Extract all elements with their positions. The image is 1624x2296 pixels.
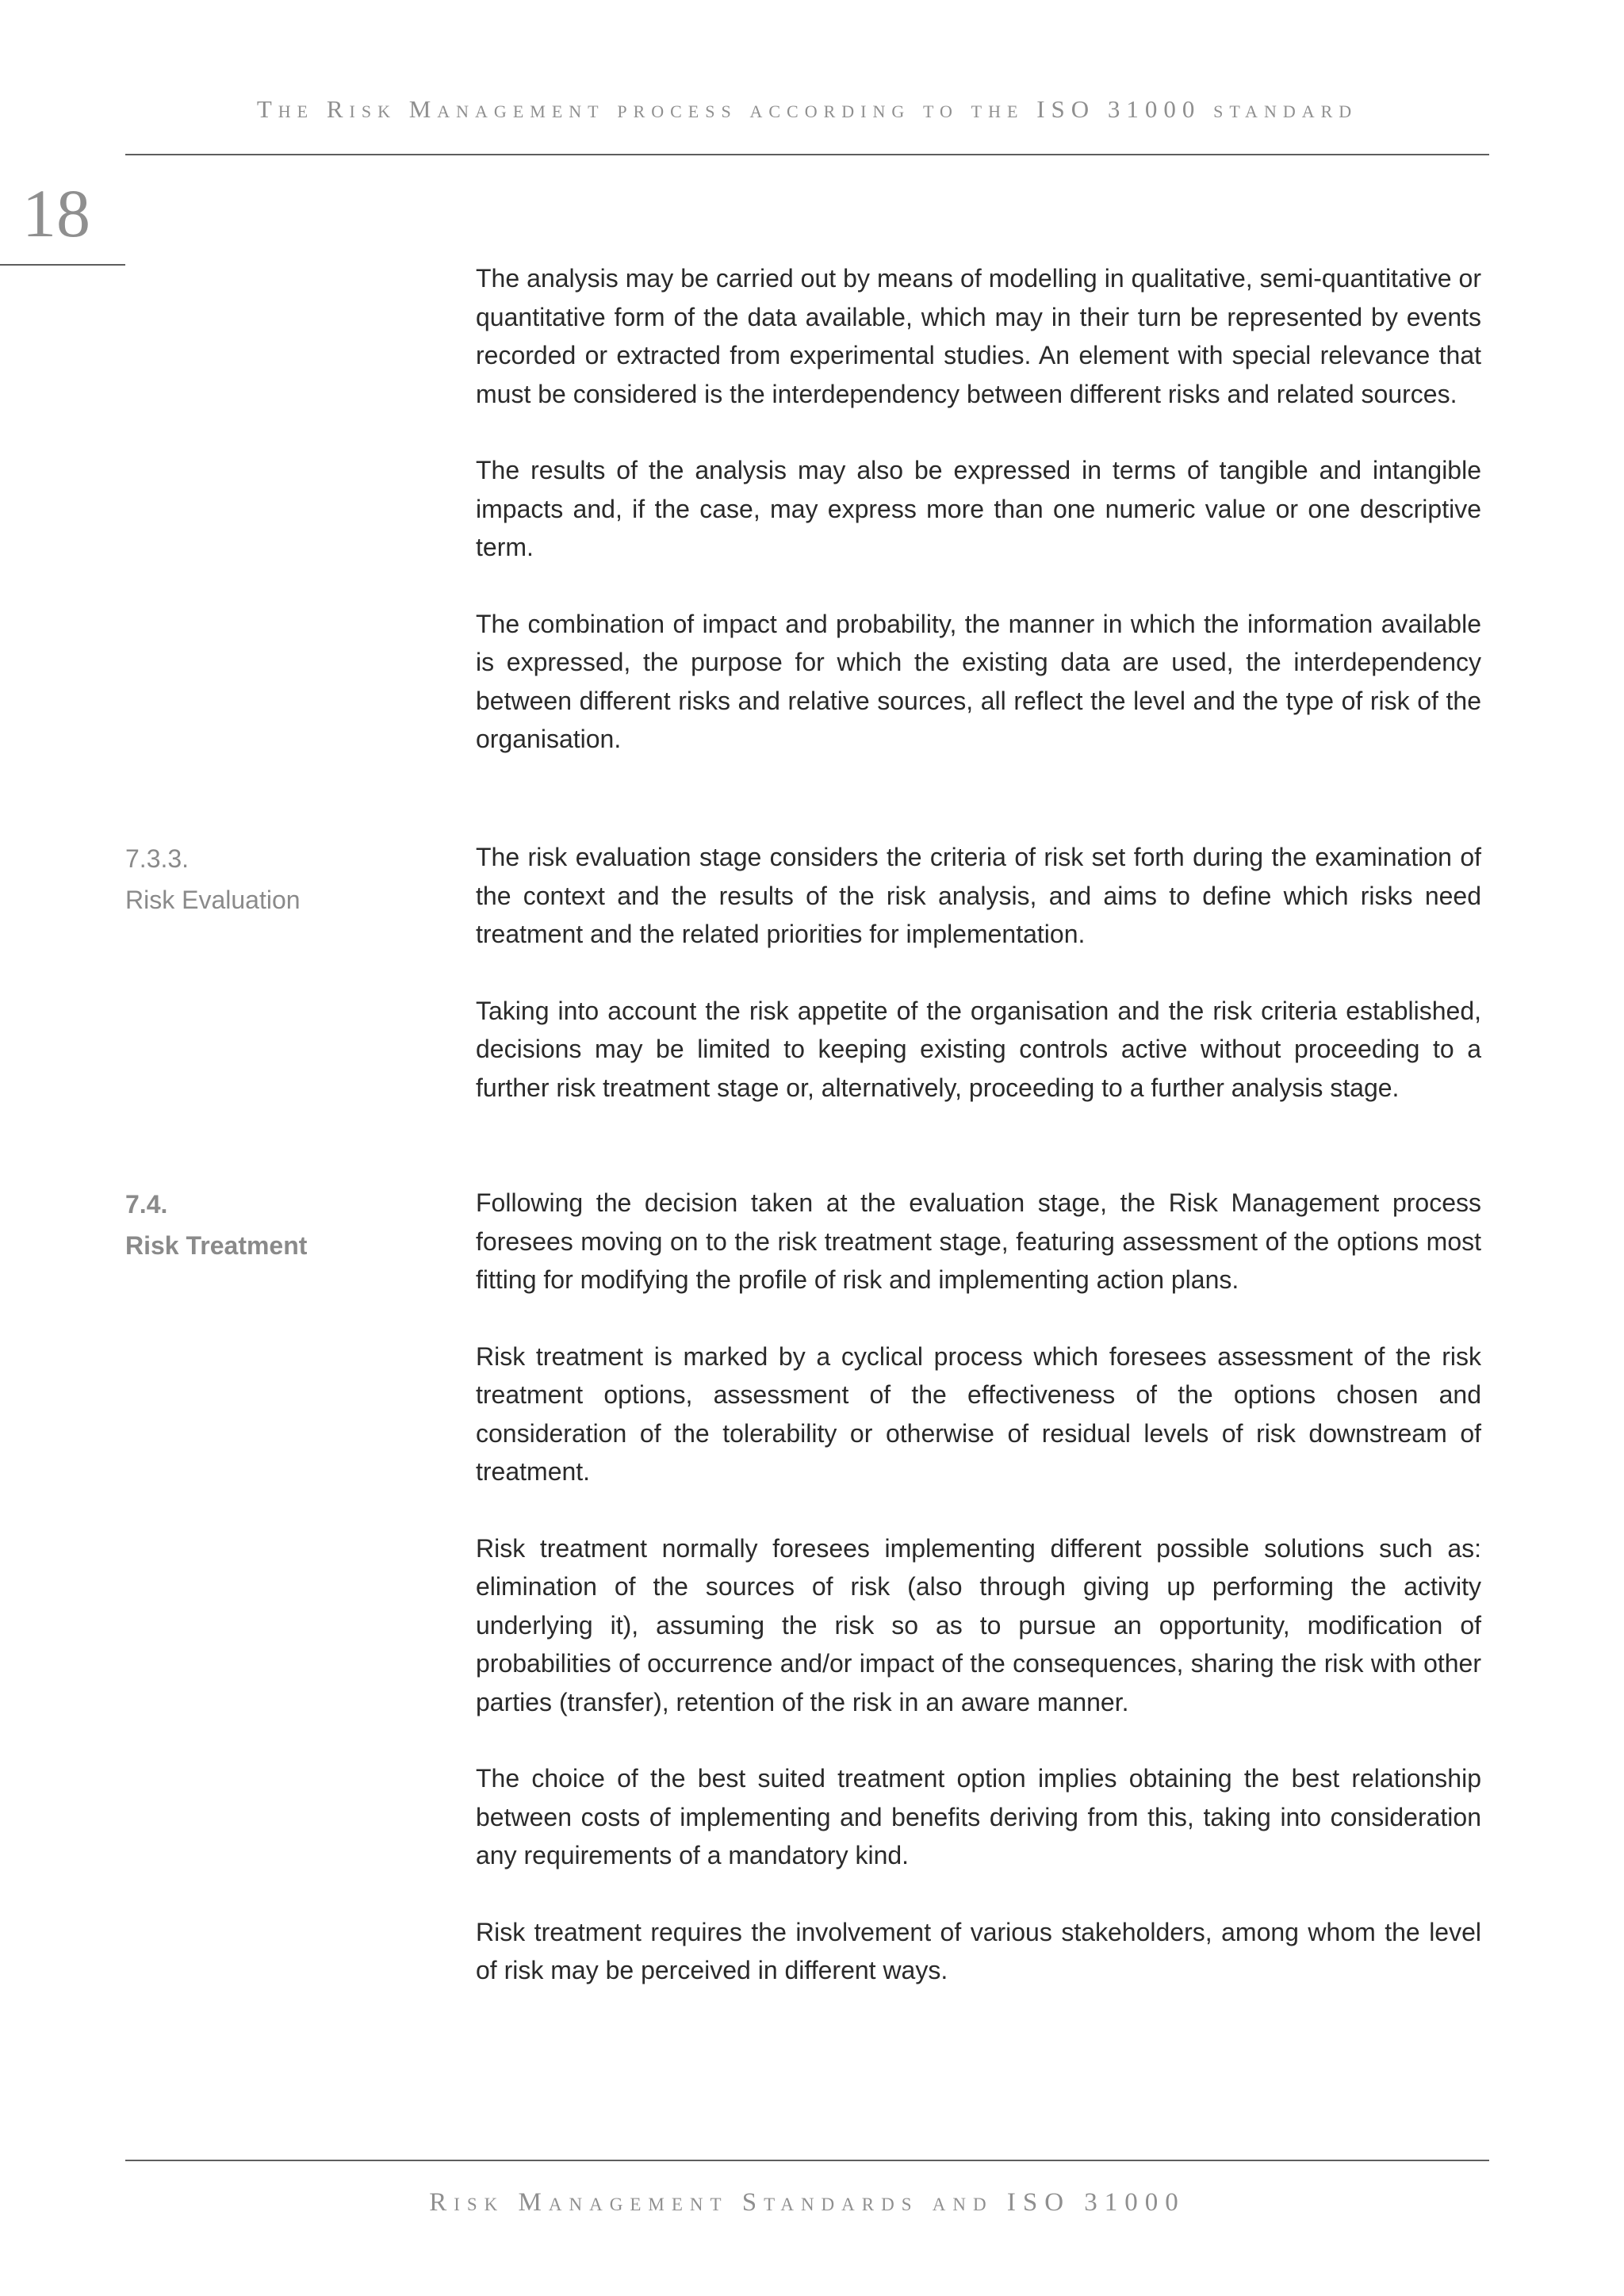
body-paragraph: The analysis may be carried out by means of modelling in qualitative, semi-quantitative or quantitative form of the data available, which may in their turn be represented by events recorded or extracted from experimental studies. An element with special relevance that must be considered is the interdependency between different risks and related sources. <box>476 264 1481 408</box>
analysis-continuation-block <box>476 259 1481 759</box>
body-paragraph: The combination of impact and probability, the manner in which the information available is expressed, the purpose for which the existing data are used, the interdependency between different risks and relative sources, all reflect the level and the type of risk of the organisation. <box>476 609 1481 753</box>
body-paragraph: Following the decision taken at the evaluation stage, the Risk Management process foresees moving on to the risk treatment stage, featuring assessment of the options most fitting for modifying the profile of risk and implementing action plans. <box>476 1188 1481 1294</box>
section-heading-risk-evaluation <box>125 838 427 920</box>
body-paragraph: Risk treatment is marked by a cyclical process which foresees assessment of the risk treatment options, assessment of the effectiveness of the options chosen and consideration of the tolerability or otherwise of residual levels of risk downstream of treatment. <box>476 1341 1481 1486</box>
body-paragraph: The results of the analysis may also be expressed in terms of tangible and intangible impacts and, if the case, may express more than one numeric value or one descriptive term. <box>476 456 1481 561</box>
section-title: Risk Evaluation <box>125 886 301 914</box>
footer-rule <box>125 2160 1489 2161</box>
body-paragraph: The risk evaluation stage considers the criteria of risk set forth during the examination of the context and the results of the risk analysis, and aims to define which risks need treatment and the related priorities for implementation. <box>476 843 1481 948</box>
body-paragraph: Risk treatment normally foresees implementing different possible solutions such as: elimination of the sources of risk (also through giving up performing the activity underlying it), assuming the risk so as to pursue an opportunity, modification of probabilities of occurrence and/or impact of the consequences, sharing the risk with other parties (transfer), retention of the risk in an aware manner. <box>476 1533 1481 1716</box>
header-rule <box>125 154 1489 155</box>
section-title: Risk Treatment <box>125 1231 308 1260</box>
risk-evaluation-block <box>476 838 1481 1107</box>
running-footer: Risk Management Standards and ISO 31000 <box>429 2188 1185 2217</box>
risk-treatment-block <box>476 1184 1481 1990</box>
body-paragraph: Taking into account the risk appetite of the organisation and the risk criteria established, decisions may be limited to keeping existing controls active without proceeding to a further risk treatment stage or, alternatively, proceeding to a further analysis stage. <box>476 996 1481 1102</box>
page-number: 18 <box>22 175 90 251</box>
section-number: 7.3.3. <box>125 844 190 873</box>
section-number: 7.4. <box>125 1190 168 1219</box>
section-heading-risk-treatment <box>125 1184 427 1266</box>
page-number-rule <box>0 264 125 266</box>
body-paragraph: The choice of the best suited treatment option implies obtaining the best relationship between costs of implementing and benefits deriving from this, taking into consideration any requirements of a mandatory kind. <box>476 1764 1481 1869</box>
running-header: The Risk Management process according to the ISO 31000 standard <box>256 95 1358 123</box>
body-paragraph: Risk treatment requires the involvement of various stakeholders, among whom the level of risk may be perceived in different ways. <box>476 1917 1481 1984</box>
